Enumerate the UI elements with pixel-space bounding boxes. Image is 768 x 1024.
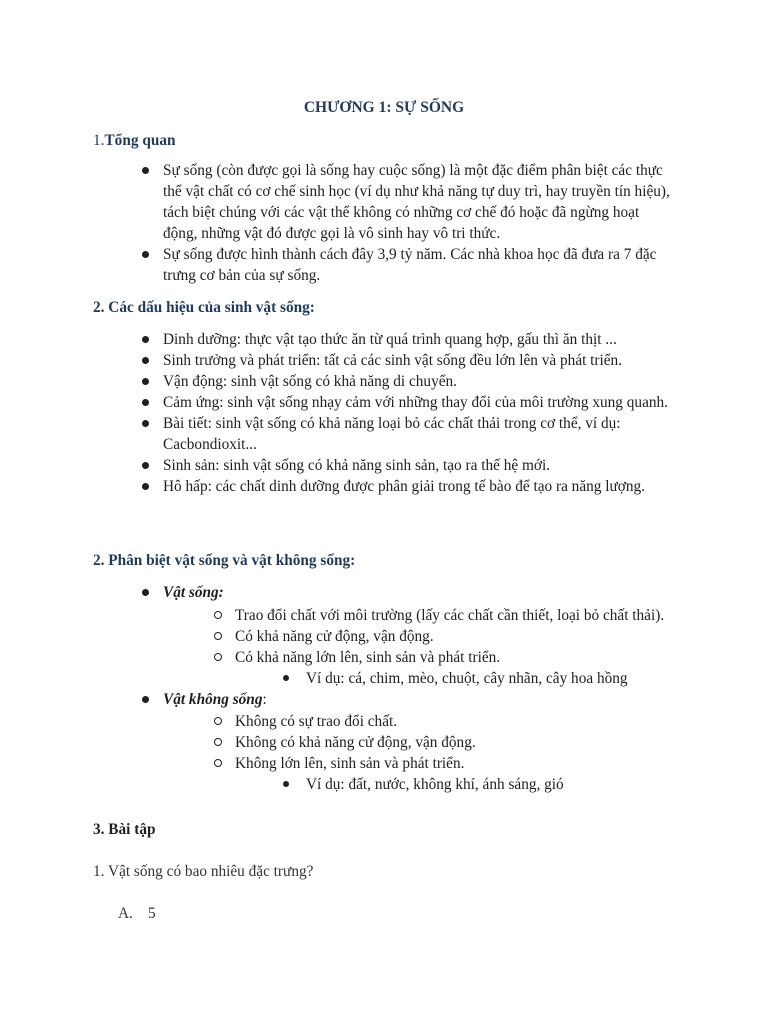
list-item: Sự sống (còn được gọi là sống hay cuộc sống) là một đặc điểm phân biệt các thực thể vật chất có cơ chế sinh học (ví dụ như khả năng tự duy trì, hay truyền tín hiệu), tách biệt chúng với các vật thể không có những cơ chế đó hoặc đã ngừng hoạt động, những vật đó được gọi là vô sinh hay vô tri thức. [163,160,673,244]
list-item: Có khả năng cử động, vận động. [235,626,675,647]
exercise-question: 1. Vật sống có bao nhiêu đặc trưng? [93,863,314,880]
section-2-list [163,329,673,497]
section-1-heading [93,130,176,151]
nonliving-item [163,689,673,795]
section-1-title: Tổng quan [104,132,176,149]
list-item: Không có khả năng cử động, vận động. [235,732,675,753]
list-item: Vận động: sinh vật sống có khả năng di chuyển. [163,371,673,392]
section-3-list [163,582,673,795]
list-item: Ví dụ: cá, chim, mèo, chuột, cây nhãn, cây hoa hồng [306,668,673,689]
list-item: Sự sống được hình thành cách đây 3,9 tỷ năm. Các nhà khoa học đã đưa ra 7 đặc trưng cơ bản của sự sống. [163,244,673,286]
list-item: Ví dụ: đất, nước, không khí, ánh sáng, gió [306,774,673,795]
list-item: Hô hấp: các chất dinh dưỡng được phân giải trong tế bào để tạo ra năng lượng. [163,476,673,497]
answer-label: A. [118,905,133,922]
list-item: Sinh trưởng và phát triển: tất cả các sinh vật sống đều lớn lên và phát triển. [163,350,673,371]
nonliving-sublist [235,711,675,774]
living-sublist [235,605,675,668]
list-item: Cảm ứng: sinh vật sống nhạy cảm với những thay đổi của môi trường xung quanh. [163,392,673,413]
living-label: Vật sống: [163,584,224,601]
nonliving-colon: : [262,691,267,708]
nonliving-label: Vật không sống [163,691,263,708]
answer-option [118,903,156,924]
living-item [163,582,673,689]
list-item: Có khả năng lớn lên, sinh sản và phát triển. [235,647,675,668]
list-item: Dinh dưỡng: thực vật tạo thức ăn từ quá trình quang hợp, gấu thì ăn thịt ... [163,329,673,350]
list-item: Không lớn lên, sinh sản và phát triển. [235,753,675,774]
section-3-heading: 2. Phân biệt vật sống và vật không sống: [93,552,356,569]
list-item: Trao đổi chất với môi trường (lấy các chất cần thiết, loại bỏ chất thải). [235,605,675,626]
answer-value: 5 [148,905,156,922]
living-example-list [306,668,673,689]
section-2-heading: 2. Các dấu hiệu của sinh vật sống: [93,299,315,316]
list-item: Sinh sản: sinh vật sống có khả năng sinh sản, tạo ra thế hệ mới. [163,455,673,476]
section-1-list [163,160,673,286]
section-1-number: 1. [93,132,105,149]
section-4-heading: 3. Bài tập [93,821,156,838]
chapter-title: CHƯƠNG 1: SỰ SỐNG [303,99,465,116]
list-item: Không có sự trao đổi chất. [235,711,675,732]
nonliving-example-list [306,774,673,795]
list-item: Bài tiết: sinh vật sống có khả năng loại bỏ các chất thải trong cơ thể, ví dụ: Cacbondioxit... [163,413,673,455]
